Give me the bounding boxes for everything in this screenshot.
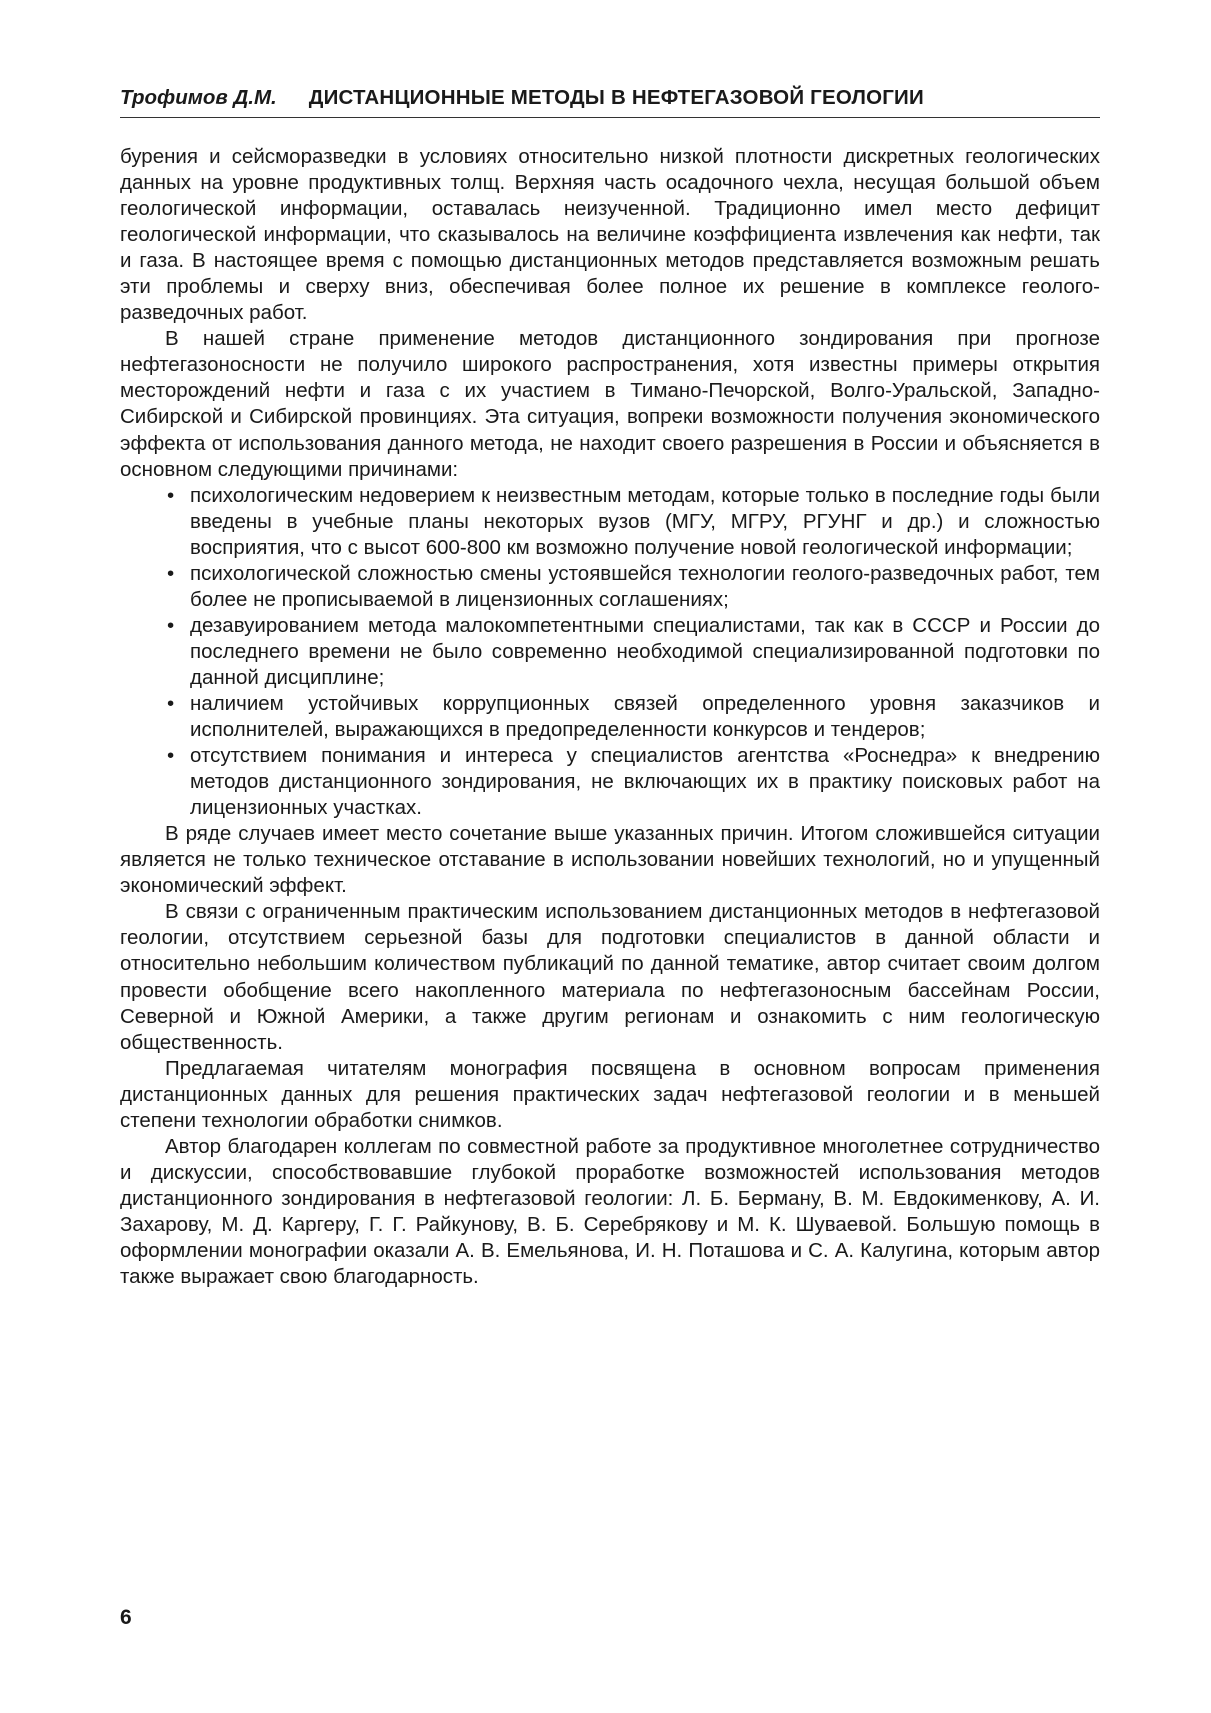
list-item [120, 613, 1100, 691]
bullet-icon: • [167, 744, 175, 768]
list-item [120, 483, 1100, 561]
header-divider [120, 117, 1100, 118]
paragraph-4: В связи с ограниченным практическим использованием дистанционных методов в нефтегазовой геологии, отсутствием серьезной базы для подготовки специалистов в данной области и относительно небольшим количеством публикаций по данной тематике, автор считает своим долгом провести обобщение всего накопленного материала по нефтегазоносным бассейнам России, Северной и Южной Америки, а также другим регионам и ознакомить с ним геологическую общественность. [120, 900, 1100, 1054]
list-item [120, 743, 1100, 821]
body-text [120, 144, 1100, 1290]
list-item-text: психологической сложностью смены устоявшейся технологии геолого-разведочных работ, тем более не прописываемой в лицензионных соглашениях; [190, 561, 1100, 611]
list-item-text: психологическим недоверием к неизвестным методам, которые только в последние годы были введены в учебные планы некоторых вузов (МГУ, МГРУ, РГУНГ и др.) и сложностью восприятия, что с высот 600-800 км возможно получение новой геологической информации; [190, 483, 1100, 559]
header-title: ДИСТАНЦИОННЫЕ МЕТОДЫ В НЕФТЕГАЗОВОЙ ГЕОЛОГИИ [308, 86, 924, 109]
paragraph-1: бурения и сейсморазведки в условиях относительно низкой плотности дискретных геологических данных на уровне продуктивных толщ. Верхняя часть осадочного чехла, несущая большой объем геологической информации, оставалась неизученной. Традиционно имел место дефицит геологической информации, что сказывалось на величине коэффициента извлечения как нефти, так и газа. В настоящее время с помощью дистанционных методов представляется возможным решать эти проблемы и сверху вниз, обеспечивая более полное их решение в комплексе геолого-разведочных работ. [120, 145, 1100, 325]
paragraph-5: Предлагаемая читателям монография посвящена в основном вопросам применения дистанционных данных для решения практических задач нефтегазовой геологии и в меньшей степени технологии обработки снимков. [120, 1056, 1100, 1132]
page-number: 6 [120, 1606, 132, 1629]
list-item-text: отсутствием понимания и интереса у специалистов агентства «Роснедра» к внедрению методов дистанционного зондирования, не включающих их в практику поисковых работ на лицензионных участках. [190, 744, 1100, 820]
paragraph-3: В ряде случаев имеет место сочетание выше указанных причин. Итогом сложившейся ситуации является не только техническое отставание в использовании новейших технологий, но и упущенный экономический эффект. [120, 822, 1100, 898]
paragraph-6: Автор благодарен коллегам по совместной работе за продуктивное многолетнее сотрудничество и дискуссии, способствовавшие глубокой проработке возможностей использования методов дистанционного зондирования в нефтегазовой геологии: Л. Б. Берману, В. М. Евдокименкову, А. И. Захарову, М. Д. Каргеру, Г. Г. Райкунову, В. Б. Серебрякову и М. К. Шуваевой. Большую помощь в оформлении монографии оказали А. В. Емельянова, И. Н. Поташова и С. А. Калугина, которым автор также выражает свою благодарность. [120, 1134, 1100, 1289]
reasons-list [120, 483, 1100, 822]
list-item-text: дезавуированием метода малокомпетентными специалистами, так как в СССР и России до последнего времени не было современно необходимой специализированной подготовки по данной дисциплине; [190, 613, 1100, 689]
bullet-icon: • [167, 561, 175, 585]
list-item [120, 691, 1100, 743]
running-head [120, 86, 1100, 110]
list-item [120, 561, 1100, 613]
header-author: Трофимов Д.М. [120, 86, 277, 109]
bullet-icon: • [167, 691, 175, 715]
bullet-icon: • [167, 613, 175, 637]
bullet-icon: • [167, 483, 175, 507]
list-item-text: наличием устойчивых коррупционных связей определенного уровня заказчиков и исполнителей, выражающихся в предопределенности конкурсов и тендеров; [190, 691, 1100, 742]
paragraph-2: В нашей стране применение методов дистанционного зондирования при прогнозе нефтегазоносности не получило широкого распространения, хотя известны примеры открытия месторождений нефти и газа с их участием в Тимано-Печорской, Волго-Уральской, Западно-Сибирской и Сибирской провинциях. Эта ситуация, вопреки возможности получения экономического эффекта от использования данного метода, не находит своего разрешения в России и объясняется в основном следующими причинами: [120, 327, 1100, 481]
